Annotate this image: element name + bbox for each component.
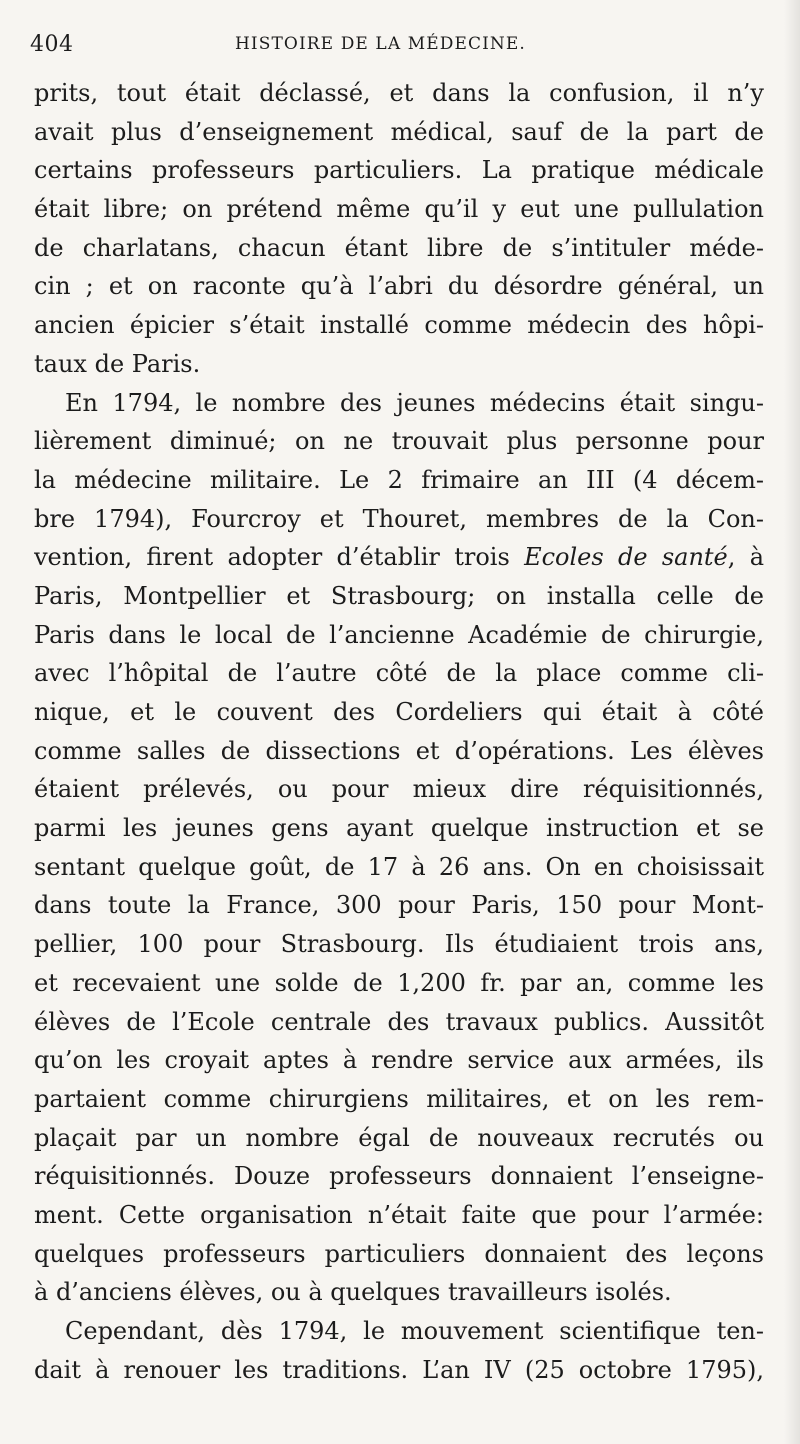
page-header bbox=[30, 32, 766, 62]
text-line: nique, et le couvent des Cordeliers qui était à côté bbox=[34, 698, 764, 726]
text-line: Paris, Montpellier et Strasbourg; on installa celle de bbox=[34, 581, 764, 610]
text-line: la médecine militaire. Le 2 frimaire an III (4 décem- bbox=[34, 465, 764, 494]
line-segment-after: , à bbox=[727, 543, 764, 572]
text-line: avec l’hôpital de l’autre côté de la place comme cli- bbox=[34, 659, 764, 688]
paragraph-end-line: taux de Paris. bbox=[34, 349, 201, 378]
text-line: et recevaient une solde de 1,200 fr. par an, comme les bbox=[34, 968, 764, 997]
paragraph-end-line: à d’anciens élèves, ou à quelques travailleurs isolés. bbox=[34, 1278, 672, 1307]
italic-term-ecoles-de-sante: Ecoles de santé bbox=[524, 543, 728, 572]
text-line: sentant quelque goût, de 17 à 26 ans. On en choisissait bbox=[34, 852, 764, 881]
text-line: pellier, 100 pour Strasbourg. Ils étudiaient trois ans, bbox=[34, 930, 764, 959]
scan-edge-shading bbox=[784, 0, 800, 1444]
text-line: dans toute la France, 300 pour Paris, 150 pour Mont- bbox=[34, 891, 764, 920]
text-line: parmi les jeunes gens ayant quelque instruction et se bbox=[34, 814, 764, 843]
line-segment-before: vention, firent adopter d’établir trois bbox=[34, 543, 525, 572]
text-line: ment. Cette organisation n’était faite que pour l’armée: bbox=[34, 1200, 764, 1229]
text-line: qu’on les croyait aptes à rendre service aux armées, ils bbox=[34, 1046, 764, 1075]
text-line: dait à renouer les traditions. L’an IV (25 octobre 1795), bbox=[34, 1355, 764, 1384]
text-line: Paris dans le local de l’ancienne Académie de chirurgie, bbox=[34, 620, 764, 649]
text-line: lièrement diminué; on ne trouvait plus personne pour bbox=[34, 427, 764, 456]
text-line: bre 1794), Fourcroy et Thouret, membres de la Con- bbox=[34, 504, 764, 533]
text-line: réquisitionnés. Douze professeurs donnaient l’enseigne- bbox=[34, 1162, 764, 1191]
text-line: comme salles de dissections et d’opérations. Les élèves bbox=[34, 736, 764, 765]
body-text bbox=[34, 74, 764, 1389]
text-line: élèves de l’Ecole centrale des travaux publics. Aussitôt bbox=[34, 1007, 764, 1036]
text-line: était libre; on prétend même qu’il y eut une pullulation bbox=[34, 195, 764, 224]
text-line: prits, tout était déclassé, et dans la confusion, il n’y bbox=[34, 79, 764, 107]
text-line: quelques professeurs particuliers donnaient des leçons bbox=[34, 1239, 764, 1268]
text-line: étaient prélevés, ou pour mieux dire réquisitionnés, bbox=[34, 775, 764, 804]
text-line: avait plus d’enseignement médical, sauf de la part de bbox=[34, 117, 764, 146]
running-title: HISTOIRE DE LA MÉDECINE. bbox=[235, 34, 526, 54]
text-line: plaçait par un nombre égal de nouveaux recrutés ou bbox=[34, 1123, 764, 1152]
text-line: partaient comme chirurgiens militaires, et on les rem- bbox=[34, 1084, 764, 1113]
text-line: certains professeurs particuliers. La pratique médicale bbox=[34, 156, 764, 185]
text-line: de charlatans, chacun étant libre de s’intituler méde- bbox=[34, 233, 764, 262]
paragraph-start-line: Cependant, dès 1794, le mouvement scientifique ten- bbox=[65, 1317, 764, 1345]
text-line: ancien épicier s’était installé comme médecin des hôpi- bbox=[34, 311, 764, 340]
paragraph-start-line: En 1794, le nombre des jeunes médecins était singu- bbox=[65, 388, 764, 417]
text-line: cin ; et on raconte qu’à l’abri du désordre général, un bbox=[34, 272, 764, 301]
page-number: 404 bbox=[30, 32, 74, 57]
text-line-with-italic bbox=[34, 538, 764, 577]
